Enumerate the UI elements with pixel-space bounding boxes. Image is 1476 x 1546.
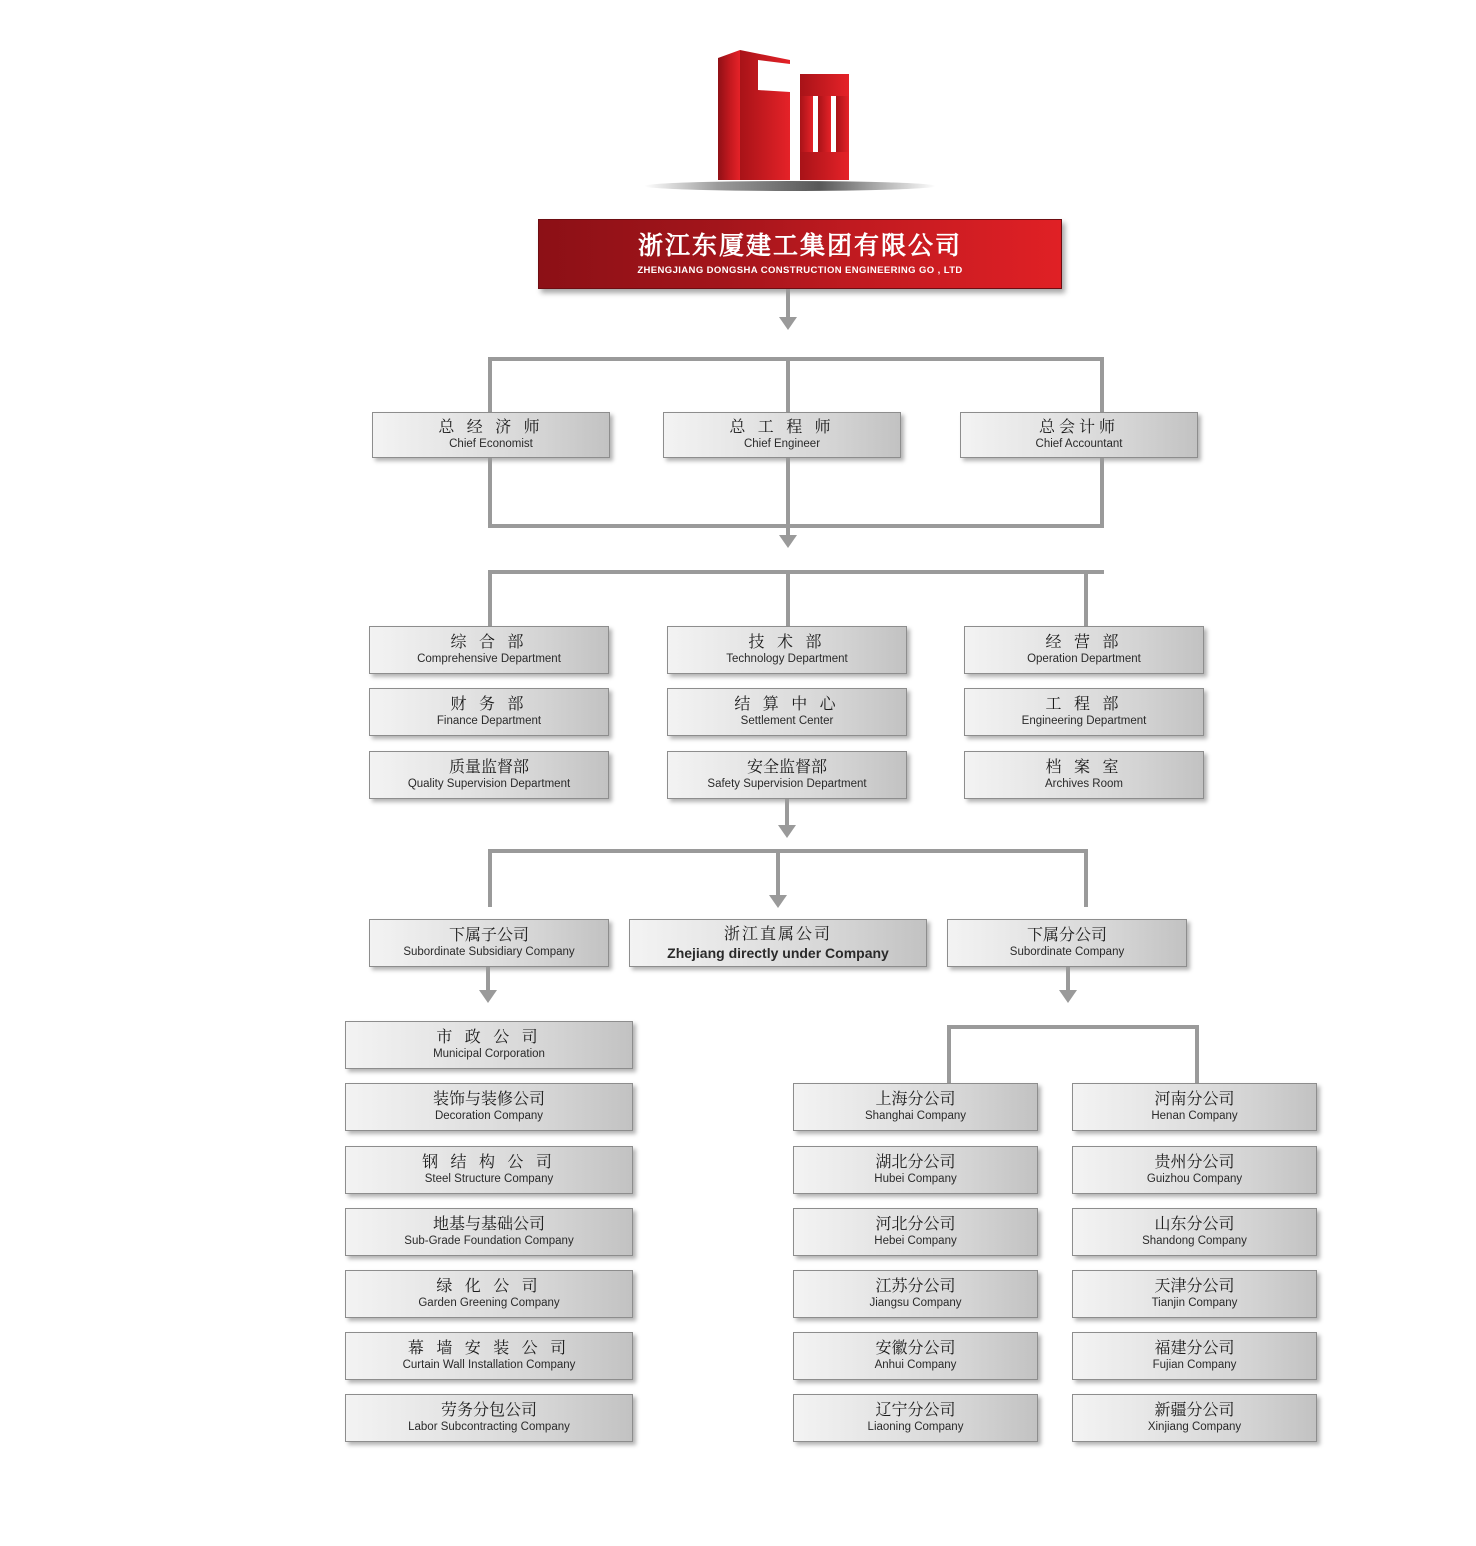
connector-exec-bus (488, 357, 1104, 361)
node-label-cn: 市 政 公 司 (436, 1029, 542, 1046)
node-municipal-corporation[interactable] (345, 1021, 633, 1069)
company-building-logo (640, 40, 970, 200)
company-name-cn: 浙江东厦建工集团有限公司 (637, 232, 962, 261)
connector-exec-left-rejoin (488, 458, 492, 528)
node-label-en: Chief Engineer (743, 438, 821, 451)
node-comprehensive-department[interactable] (369, 626, 609, 674)
connector-exec-right-rejoin (1100, 458, 1104, 528)
node-label-en: Chief Accountant (1035, 438, 1123, 451)
node-hebei-company[interactable] (793, 1208, 1038, 1256)
node-label-cn: 绿 化 公 司 (436, 1278, 542, 1295)
node-tianjin-company[interactable] (1072, 1270, 1317, 1318)
node-label-cn: 总 经 济 师 (438, 419, 544, 436)
node-chief-economist[interactable] (372, 412, 610, 458)
node-chief-accountant[interactable] (960, 412, 1198, 458)
node-guizhou-company[interactable] (1072, 1146, 1317, 1194)
node-label-cn: 河北分公司 (875, 1216, 956, 1233)
connector-exec-right-down (1100, 357, 1104, 415)
node-shanghai-company[interactable] (793, 1083, 1038, 1131)
node-label-cn: 经 营 部 (1045, 634, 1123, 651)
connector-exec-mid-down (786, 357, 790, 415)
node-engineering-department[interactable] (964, 688, 1204, 736)
node-label-cn: 结 算 中 心 (734, 696, 840, 713)
node-curtain-wall-installation-company[interactable] (345, 1332, 633, 1380)
node-xinjiang-company[interactable] (1072, 1394, 1317, 1442)
arrow-exec-to-dept (779, 535, 797, 548)
node-operation-department[interactable] (964, 626, 1204, 674)
connector-dept-bus (488, 570, 1104, 574)
node-label-cn: 新疆分公司 (1154, 1402, 1235, 1419)
node-label-en: Subordinate Company (1009, 946, 1125, 959)
node-label-en: Quality Supervision Department (407, 778, 571, 791)
node-label-en: Garden Greening Company (418, 1297, 560, 1310)
node-label-cn: 河南分公司 (1154, 1091, 1235, 1108)
node-label-en: Operation Department (1027, 653, 1141, 666)
node-label-en: Jiangsu Company (869, 1297, 962, 1310)
connector-exec-bottom-bus (488, 524, 1104, 528)
connector-groups-bus (488, 849, 1088, 853)
node-fujian-company[interactable] (1072, 1332, 1317, 1380)
connector-exec-left-down (488, 357, 492, 415)
node-label-cn: 装饰与装修公司 (432, 1091, 545, 1108)
node-label-en: Technology Department (726, 653, 848, 666)
node-sub-grade-foundation-company[interactable] (345, 1208, 633, 1256)
node-label-cn: 钢 结 构 公 司 (422, 1154, 556, 1171)
node-label-cn: 地基与基础公司 (432, 1216, 545, 1233)
node-label-cn: 工 程 部 (1045, 696, 1123, 713)
connector-mid-to-dept (786, 458, 790, 538)
node-subordinate-subsidiary-company[interactable] (369, 919, 609, 967)
node-safety-supervision-department[interactable] (667, 751, 907, 799)
company-name-en: ZHENGJIANG DONGSHA CONSTRUCTION ENGINEERING GO , LTD (637, 264, 963, 276)
node-hubei-company[interactable] (793, 1146, 1038, 1194)
node-label-cn: 总 工 程 师 (729, 419, 835, 436)
node-label-en: Tianjin Company (1151, 1297, 1238, 1310)
node-zhejiang-directly-under-company[interactable] (629, 919, 927, 967)
node-label-en: Comprehensive Department (417, 653, 561, 666)
node-label-cn: 天津分公司 (1154, 1278, 1235, 1295)
node-anhui-company[interactable] (793, 1332, 1038, 1380)
node-shandong-company[interactable] (1072, 1208, 1317, 1256)
node-garden-greening-company[interactable] (345, 1270, 633, 1318)
node-label-cn: 劳务分包公司 (440, 1402, 537, 1419)
node-label-cn: 山东分公司 (1154, 1216, 1235, 1233)
node-label-en: Finance Department (436, 715, 542, 728)
node-label-cn: 财 务 部 (450, 696, 528, 713)
connector-dept-left-down (488, 570, 492, 628)
connector-groups-right-down (1084, 849, 1088, 907)
node-label-en: Steel Structure Company (424, 1173, 554, 1186)
node-label-cn: 综 合 部 (450, 634, 528, 651)
node-label-cn: 江苏分公司 (875, 1278, 956, 1295)
node-archives-room[interactable] (964, 751, 1204, 799)
node-label-en: Sub-Grade Foundation Company (404, 1235, 574, 1248)
node-label-cn: 质量监督部 (448, 759, 529, 776)
node-label-en: Xinjiang Company (1147, 1421, 1242, 1434)
node-label-cn: 档 案 室 (1045, 759, 1123, 776)
connector-groups-left-down (488, 849, 492, 907)
node-labor-subcontracting-company[interactable] (345, 1394, 633, 1442)
node-label-en: Hubei Company (874, 1173, 957, 1186)
node-label-en: Shanghai Company (864, 1110, 966, 1123)
node-label-cn: 安徽分公司 (875, 1340, 956, 1357)
node-label-cn: 技 术 部 (748, 634, 826, 651)
company-title-bar (538, 219, 1062, 289)
node-label-cn: 福建分公司 (1154, 1340, 1235, 1357)
node-label-cn: 浙江直属公司 (723, 925, 832, 943)
node-decoration-company[interactable] (345, 1083, 633, 1131)
node-label-en: Chief Economist (449, 438, 533, 451)
node-label-cn: 总会计师 (1038, 419, 1119, 436)
node-finance-department[interactable] (369, 688, 609, 736)
node-label-en: Hebei Company (874, 1235, 957, 1248)
arrow-to-subsidiaries (479, 990, 497, 1003)
node-label-cn: 下属子公司 (448, 927, 529, 944)
connector-branch-bus (947, 1025, 1199, 1029)
node-technology-department[interactable] (667, 626, 907, 674)
node-label-en: Curtain Wall Installation Company (402, 1359, 576, 1372)
node-quality-supervision-department[interactable] (369, 751, 609, 799)
arrow-groups-mid (769, 895, 787, 908)
node-label-en: Engineering Department (1021, 715, 1147, 728)
node-label-cn: 下属分公司 (1026, 927, 1107, 944)
node-label-en: Subordinate Subsidiary Company (403, 946, 575, 959)
node-label-cn: 贵州分公司 (1154, 1154, 1235, 1171)
node-label-en: Safety Supervision Department (707, 778, 867, 791)
node-chief-engineer[interactable] (663, 412, 901, 458)
connector-groups-mid-down (776, 849, 780, 899)
connector-branch-right-down (1195, 1025, 1199, 1083)
connector-dept-right-down (1084, 570, 1088, 628)
node-label-cn: 上海分公司 (875, 1091, 956, 1108)
node-label-cn: 幕 墙 安 装 公 司 (407, 1340, 571, 1357)
node-settlement-center[interactable] (667, 688, 907, 736)
node-label-en: Anhui Company (874, 1359, 957, 1372)
node-label-en: Archives Room (1045, 778, 1123, 791)
node-subordinate-company[interactable] (947, 919, 1187, 967)
node-label-cn: 安全监督部 (746, 759, 827, 776)
node-label-en: Shandong Company (1142, 1235, 1247, 1248)
node-label-en: Fujian Company (1152, 1359, 1237, 1372)
node-jiangsu-company[interactable] (793, 1270, 1038, 1318)
node-label-en: Zhejiang directly under Company (667, 944, 889, 961)
arrow-dept-to-groups (778, 825, 796, 838)
node-label-cn: 辽宁分公司 (875, 1402, 956, 1419)
node-henan-company[interactable] (1072, 1083, 1317, 1131)
arrow-to-branches (1059, 990, 1077, 1003)
connector-dept-mid-down (786, 570, 790, 628)
node-label-cn: 湖北分公司 (875, 1154, 956, 1171)
arrow-title-to-exec (779, 317, 797, 330)
node-liaoning-company[interactable] (793, 1394, 1038, 1442)
connector-title-down (786, 289, 790, 319)
connector-branch-left-down (947, 1025, 951, 1083)
node-label-en: Labor Subcontracting Company (408, 1421, 570, 1434)
node-label-en: Municipal Corporation (433, 1048, 545, 1061)
node-steel-structure-company[interactable] (345, 1146, 633, 1194)
node-label-en: Liaoning Company (867, 1421, 964, 1434)
node-label-en: Decoration Company (434, 1110, 544, 1123)
node-label-en: Guizhou Company (1146, 1173, 1243, 1186)
node-label-en: Henan Company (1151, 1110, 1238, 1123)
node-label-en: Settlement Center (740, 715, 834, 728)
